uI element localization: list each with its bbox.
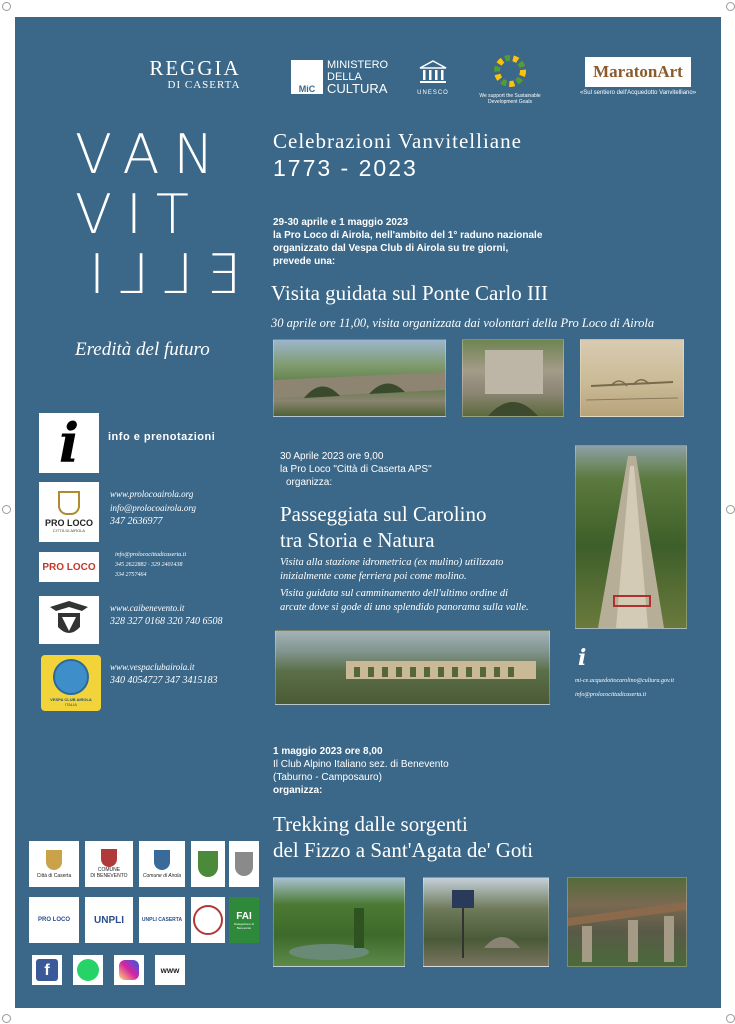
binder-hole	[2, 505, 11, 514]
proloco-caserta-logo-text: PRO LOCO	[42, 561, 96, 573]
maratonart-label: MaratonArt	[593, 62, 683, 81]
event2-title-line1: Passeggiata sul Carolino	[280, 502, 487, 526]
ministero-line1: MINISTERO	[327, 59, 389, 71]
aqueduct-panorama-illustration	[276, 631, 549, 704]
event3-title-line2: del Fizzo a Sant'Agata de' Goti	[273, 838, 534, 862]
event2-title	[280, 501, 486, 553]
proloco-airola-contacts	[110, 487, 196, 529]
unpli1-label: PRO LOCO	[37, 917, 70, 923]
ministero-line3: CULTURA	[327, 81, 388, 96]
ministero-logo	[291, 60, 401, 94]
event2-date: 30 Aprile 2023 ore 9,00	[280, 451, 384, 462]
event1-title: Visita guidata sul Ponte Carlo III	[271, 281, 548, 305]
photo-trail-sign	[423, 877, 549, 967]
event2-contact-email2[interactable]: info@prolococittadicaserta.it	[575, 692, 647, 698]
airola-crest-icon	[154, 850, 170, 870]
info-icon-box	[39, 413, 99, 473]
sponsor-unpli-caserta	[139, 897, 185, 943]
ministero-line2: DELLA	[327, 71, 362, 83]
proloco-airola-logo-text: PRO LOCO	[44, 518, 93, 528]
event2-header	[280, 450, 432, 489]
instagram-button[interactable]	[114, 955, 144, 985]
celebrazioni-years: 1773 - 2023	[273, 155, 418, 181]
maratonart-sub: «Sul sentiero dell'Acquedotto Vanvitelliano»	[579, 90, 697, 96]
proloco-caserta-mail[interactable]: info@prolococittadicaserta.it	[115, 552, 187, 558]
event2-desc-line1: Visita alla stazione idrometrica (ex mulino) utilizzato	[280, 557, 504, 568]
sponsor-airola	[139, 841, 185, 887]
mic-mark-label: MiC	[298, 84, 316, 94]
benevento-label-2: DI BENEVENTO	[90, 873, 128, 879]
event2-org-line2: organizza:	[286, 477, 333, 488]
crest-5-icon	[235, 852, 253, 876]
proloco-airola-logo-sub: CITTÀ DI AIROLA	[52, 528, 86, 533]
sdg-wheel-icon	[493, 54, 527, 88]
event3-title	[273, 811, 533, 863]
event2-contact-email1[interactable]: mi-ce.acquedottocarolino@cultura.gov.it	[575, 678, 674, 684]
maratonart-box	[585, 57, 691, 87]
vespa-logo-sub: ITALIA	[65, 702, 77, 707]
photo-ponte-carlo-detail	[462, 339, 564, 417]
celebrazioni-title: Celebrazioni Vanvitelliane	[273, 129, 522, 153]
caserta-label: Città di Caserta	[36, 872, 72, 879]
maratonart-logo	[563, 57, 713, 96]
proloco-airola-web[interactable]: www.prolocoairola.org	[110, 489, 194, 499]
sdg-logo	[473, 54, 547, 105]
binder-hole	[726, 505, 735, 514]
reggia-logo	[145, 57, 245, 91]
binder-hole	[726, 1014, 735, 1023]
sponsor-benevento	[85, 841, 133, 887]
cai-tel: 328 327 0168 320 740 6508	[110, 616, 223, 627]
event1-intro-line3: organizzato dal Vespa Club di Airola su tre giorni,	[273, 243, 509, 254]
proloco-airola-crest-icon	[58, 491, 80, 515]
event3-org-line2: (Taburno - Camposauro)	[273, 772, 382, 783]
bridge-detail-illustration	[463, 340, 563, 416]
trail-sign-illustration	[424, 878, 548, 966]
event3-header	[273, 745, 449, 797]
wordmark-van: VAN	[75, 123, 228, 186]
airola-label: Comune di Airola	[142, 872, 182, 879]
binder-hole	[2, 2, 11, 11]
facebook-icon: f	[36, 959, 58, 981]
springs-illustration	[274, 878, 404, 966]
vespa-contacts	[110, 660, 218, 688]
photo-acquedotto-aerial	[575, 445, 687, 629]
event3-org-line1: Il Club Alpino Italiano sez. di Benevento	[273, 759, 449, 770]
bridge-illustration	[274, 340, 445, 416]
photo-ponte-carlo-bridge	[273, 339, 446, 417]
photo-ponte-carlo-drawing	[580, 339, 684, 417]
event2-desc-line4: arcate dove si gode di uno splendido panorama sulla valle.	[280, 602, 529, 613]
event1-subtitle: 30 aprile ore 11,00, visita organizzata dai volontari della Pro Loco di Airola	[271, 316, 655, 330]
sponsor-crest-5	[229, 841, 259, 887]
event2-org-line1: la Pro Loco "Città di Caserta APS"	[280, 464, 432, 475]
event2-desc-line2: inizialmente come ferriera poi come molino.	[280, 571, 467, 582]
instagram-icon	[119, 960, 139, 980]
photo-fizzo-springs	[273, 877, 405, 967]
vespa-logo-text: VESPA CLUB AIROLA	[50, 697, 92, 702]
unpli3-label: UNPLI CASERTA	[141, 917, 183, 923]
facebook-button[interactable]	[32, 955, 62, 985]
ministero-text	[327, 59, 388, 95]
event3-date: 1 maggio 2023 ore 8,00	[273, 746, 383, 757]
event2-description	[280, 556, 529, 615]
unesco-logo	[411, 59, 455, 96]
motto: Eredità del futuro	[75, 339, 210, 360]
sponsor-unpli	[85, 897, 133, 943]
info-icon: i	[58, 413, 80, 473]
sponsor-caserta	[29, 841, 79, 887]
fai-label: FAI	[236, 910, 252, 922]
event2-contacts	[575, 674, 674, 702]
poster-background	[15, 17, 721, 1008]
mic-mark	[291, 60, 323, 94]
event3-title-line1: Trekking dalle sorgenti	[273, 812, 468, 836]
binder-hole	[726, 2, 735, 11]
washhouse-illustration	[568, 878, 686, 966]
sdg-label: We support the Sustainable Development Goals	[479, 93, 541, 105]
event1-intro-line2: la Pro Loco di Airola, nell'ambito del 1° raduno nazionale	[273, 230, 543, 241]
cai-contacts	[110, 601, 223, 629]
sponsor-crest-4	[191, 841, 225, 887]
www-icon: www	[160, 965, 180, 975]
proloco-caserta-logo	[39, 552, 99, 582]
binder-hole	[2, 1014, 11, 1023]
event3-org-line3: organizza:	[273, 785, 323, 796]
wordmark-vit: VIT	[75, 183, 203, 246]
benevento-crest-icon	[101, 849, 117, 867]
benevento-label-1: COMUNE	[97, 867, 121, 873]
vanvitelli-wordmark	[75, 125, 250, 305]
sponsor-unpli-proloco	[29, 897, 79, 943]
vespa-tel: 340 4054727 347 3415183	[110, 675, 218, 686]
event1-intro	[273, 216, 542, 268]
event2-info-icon-letter: i	[578, 645, 587, 671]
unesco-temple-icon	[418, 59, 448, 85]
vespa-badge-icon	[53, 659, 89, 695]
unesco-label: UNESCO	[417, 90, 449, 96]
event1-intro-line1: 29-30 aprile e 1 maggio 2023	[273, 217, 409, 228]
proloco-airola-tel: 347 2636977	[110, 516, 163, 527]
event2-title-line2: tra Storia e Natura	[280, 528, 435, 552]
wordmark-elli: ELLI	[75, 243, 242, 306]
cai-logo	[39, 596, 99, 644]
proloco-caserta-tel1: 345 2622882 · 329 2401438	[115, 562, 183, 568]
unpli2-label: UNPLI	[94, 914, 124, 926]
crest-4-icon	[198, 851, 218, 877]
web-button[interactable]	[155, 955, 185, 985]
proloco-airola-mail[interactable]: info@prolocoairola.org	[110, 503, 197, 513]
portrait-seal-icon	[193, 905, 223, 935]
whatsapp-button[interactable]	[73, 955, 103, 985]
event1-intro-line4: prevede una:	[273, 256, 336, 267]
vespa-club-logo	[41, 655, 101, 711]
whatsapp-icon	[77, 959, 99, 981]
sponsor-portrait-seal	[191, 897, 225, 943]
proloco-caserta-tel2: 334 2757464	[115, 572, 147, 578]
sponsor-fai	[229, 897, 259, 943]
vespa-web[interactable]: www.vespaclubairola.it	[110, 662, 195, 672]
proloco-airola-logo	[39, 482, 99, 542]
reggia-line1: REGGIA	[149, 56, 241, 80]
event2-info-icon	[578, 645, 586, 671]
info-label: info e prenotazioni	[108, 431, 216, 443]
reggia-line2: DI CASERTA	[167, 79, 241, 91]
photo-stone-washhouse	[567, 877, 687, 967]
photo-acquedotto-panorama	[275, 630, 550, 705]
drawing-illustration	[581, 340, 683, 416]
aqueduct-top-illustration	[576, 446, 686, 628]
fai-sub: Delegazione di Benevento	[234, 921, 254, 930]
event2-desc-line3: Visita guidata sul camminamento dell'ultimo ordine di	[280, 588, 508, 599]
caserta-crest-icon	[46, 850, 62, 870]
cai-web[interactable]: www.caibenevento.it	[110, 603, 185, 613]
cai-eagle-shield-icon	[46, 599, 92, 641]
proloco-caserta-contacts	[115, 550, 186, 580]
